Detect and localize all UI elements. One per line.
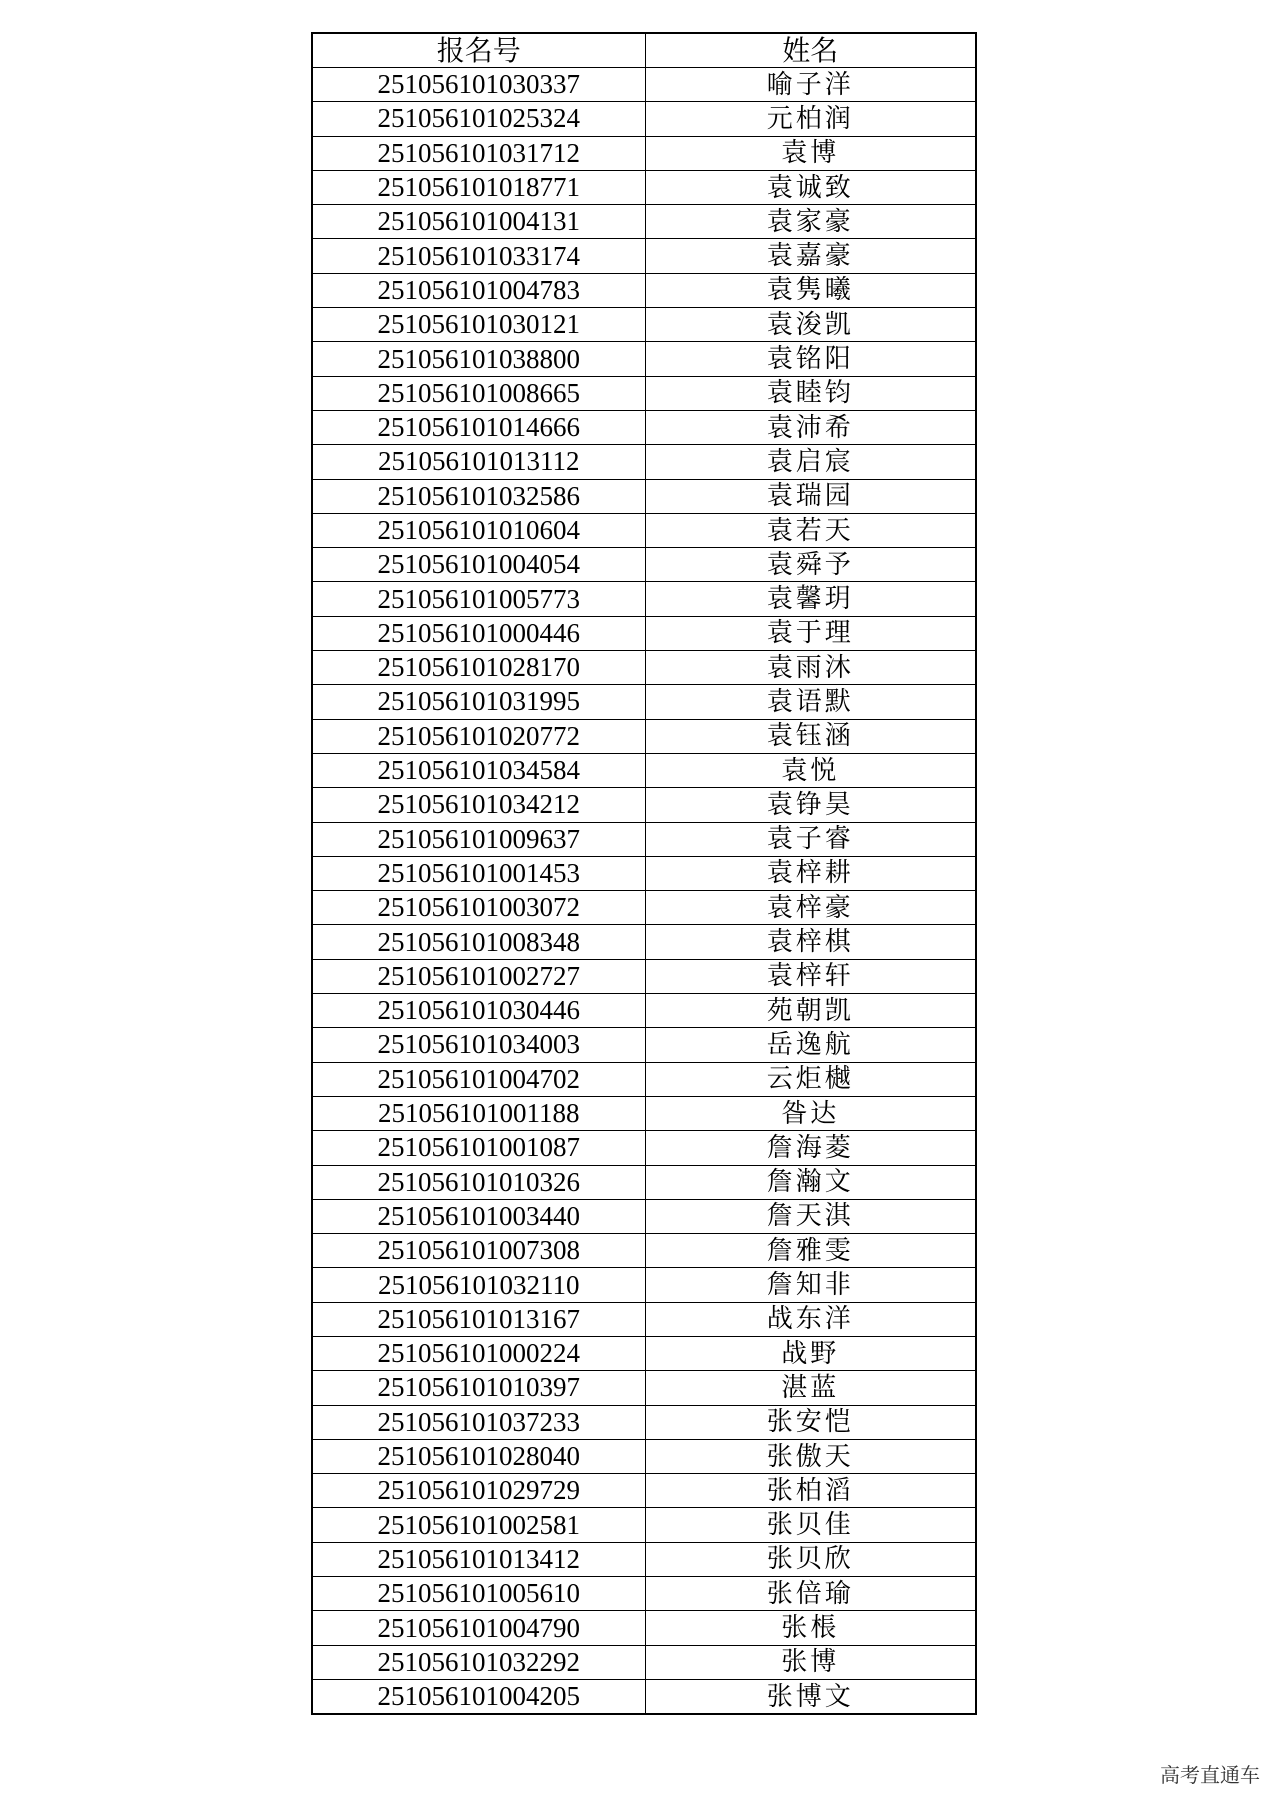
table-row bbox=[312, 856, 976, 890]
name-cell: 张傲天 bbox=[645, 1439, 976, 1473]
name-cell: 张贝佳 bbox=[645, 1508, 976, 1542]
table-row bbox=[312, 1611, 976, 1645]
table-row bbox=[312, 1062, 976, 1096]
registration-number-cell: 251056101004205 bbox=[312, 1679, 645, 1714]
registration-number-cell: 251056101034003 bbox=[312, 1028, 645, 1062]
name-cell: 袁诚致 bbox=[645, 170, 976, 204]
registration-number-cell: 251056101004702 bbox=[312, 1062, 645, 1096]
watermark-text: 高考直通车 bbox=[1160, 1763, 1260, 1787]
name-cell: 喻子洋 bbox=[645, 68, 976, 102]
name-cell: 张柏滔 bbox=[645, 1474, 976, 1508]
registration-number-cell: 251056101005773 bbox=[312, 582, 645, 616]
name-cell: 张博 bbox=[645, 1645, 976, 1679]
registration-number-cell: 251056101010326 bbox=[312, 1165, 645, 1199]
table-row bbox=[312, 891, 976, 925]
name-cell: 张贝欣 bbox=[645, 1542, 976, 1576]
table-row bbox=[312, 548, 976, 582]
table-body bbox=[312, 68, 976, 1715]
registration-number-cell: 251056101034212 bbox=[312, 788, 645, 822]
table-row bbox=[312, 788, 976, 822]
name-cell: 张倍瑜 bbox=[645, 1577, 976, 1611]
name-cell: 詹天淇 bbox=[645, 1199, 976, 1233]
name-cell: 袁铮昊 bbox=[645, 788, 976, 822]
registration-table bbox=[311, 32, 977, 1715]
table-row bbox=[312, 1165, 976, 1199]
registration-number-cell: 251056101030337 bbox=[312, 68, 645, 102]
table-row bbox=[312, 582, 976, 616]
registration-number-cell: 251056101020772 bbox=[312, 719, 645, 753]
name-cell: 战野 bbox=[645, 1336, 976, 1370]
registration-number-cell: 251056101010397 bbox=[312, 1371, 645, 1405]
name-cell: 元柏润 bbox=[645, 102, 976, 136]
header-name: 姓名 bbox=[645, 33, 976, 68]
registration-number-cell: 251056101033174 bbox=[312, 239, 645, 273]
table-row bbox=[312, 273, 976, 307]
table-row bbox=[312, 1679, 976, 1714]
name-cell: 袁雨沐 bbox=[645, 651, 976, 685]
table-row bbox=[312, 1542, 976, 1576]
table-row bbox=[312, 1234, 976, 1268]
name-cell: 詹瀚文 bbox=[645, 1165, 976, 1199]
header-registration-number: 报名号 bbox=[312, 33, 645, 68]
registration-number-cell: 251056101010604 bbox=[312, 513, 645, 547]
table-row bbox=[312, 1474, 976, 1508]
registration-number-cell: 251056101030446 bbox=[312, 994, 645, 1028]
registration-number-cell: 251056101032586 bbox=[312, 479, 645, 513]
table-row bbox=[312, 102, 976, 136]
table-row bbox=[312, 376, 976, 410]
registration-number-cell: 251056101008665 bbox=[312, 376, 645, 410]
registration-number-cell: 251056101004783 bbox=[312, 273, 645, 307]
registration-number-cell: 251056101001087 bbox=[312, 1131, 645, 1165]
registration-number-cell: 251056101030121 bbox=[312, 308, 645, 342]
name-cell: 袁语默 bbox=[645, 685, 976, 719]
table-row bbox=[312, 205, 976, 239]
registration-number-cell: 251056101025324 bbox=[312, 102, 645, 136]
name-cell: 詹雅雯 bbox=[645, 1234, 976, 1268]
name-cell: 袁家豪 bbox=[645, 205, 976, 239]
table-row bbox=[312, 170, 976, 204]
table-row bbox=[312, 1268, 976, 1302]
registration-number-cell: 251056101032292 bbox=[312, 1645, 645, 1679]
name-cell: 袁瑞园 bbox=[645, 479, 976, 513]
table-row bbox=[312, 753, 976, 787]
name-cell: 袁钰涵 bbox=[645, 719, 976, 753]
name-cell: 张博文 bbox=[645, 1679, 976, 1714]
table-row bbox=[312, 1199, 976, 1233]
registration-number-cell: 251056101003072 bbox=[312, 891, 645, 925]
registration-number-cell: 251056101018771 bbox=[312, 170, 645, 204]
registration-number-cell: 251056101008348 bbox=[312, 925, 645, 959]
name-cell: 袁梓耕 bbox=[645, 856, 976, 890]
name-cell: 苑朝凯 bbox=[645, 994, 976, 1028]
table-row bbox=[312, 1096, 976, 1130]
table-row bbox=[312, 136, 976, 170]
name-cell: 岳逸航 bbox=[645, 1028, 976, 1062]
name-cell: 昝达 bbox=[645, 1096, 976, 1130]
registration-number-cell: 251056101005610 bbox=[312, 1577, 645, 1611]
table-row bbox=[312, 994, 976, 1028]
name-cell: 袁浚凯 bbox=[645, 308, 976, 342]
table-row bbox=[312, 1028, 976, 1062]
registration-number-cell: 251056101013167 bbox=[312, 1302, 645, 1336]
name-cell: 张棖 bbox=[645, 1611, 976, 1645]
registration-number-cell: 251056101031712 bbox=[312, 136, 645, 170]
table-row bbox=[312, 1577, 976, 1611]
registration-number-cell: 251056101038800 bbox=[312, 342, 645, 376]
table-row bbox=[312, 1439, 976, 1473]
name-cell: 袁博 bbox=[645, 136, 976, 170]
registration-number-cell: 251056101034584 bbox=[312, 753, 645, 787]
table-row bbox=[312, 513, 976, 547]
table-row bbox=[312, 925, 976, 959]
table-row bbox=[312, 342, 976, 376]
registration-number-cell: 251056101029729 bbox=[312, 1474, 645, 1508]
table-header-row bbox=[312, 33, 976, 68]
table-row bbox=[312, 68, 976, 102]
name-cell: 詹海菱 bbox=[645, 1131, 976, 1165]
name-cell: 袁梓轩 bbox=[645, 959, 976, 993]
name-cell: 袁舜予 bbox=[645, 548, 976, 582]
name-cell: 袁悦 bbox=[645, 753, 976, 787]
table-row bbox=[312, 959, 976, 993]
name-cell: 袁馨玥 bbox=[645, 582, 976, 616]
table-row bbox=[312, 239, 976, 273]
table-row bbox=[312, 651, 976, 685]
table-row bbox=[312, 719, 976, 753]
registration-number-cell: 251056101009637 bbox=[312, 822, 645, 856]
name-cell: 张安恺 bbox=[645, 1405, 976, 1439]
registration-number-cell: 251056101031995 bbox=[312, 685, 645, 719]
registration-number-cell: 251056101003440 bbox=[312, 1199, 645, 1233]
registration-number-cell: 251056101014666 bbox=[312, 410, 645, 444]
name-cell: 云炬樾 bbox=[645, 1062, 976, 1096]
registration-number-cell: 251056101007308 bbox=[312, 1234, 645, 1268]
table-row bbox=[312, 1645, 976, 1679]
table-row bbox=[312, 685, 976, 719]
name-cell: 袁睦钧 bbox=[645, 376, 976, 410]
name-cell: 袁沛希 bbox=[645, 410, 976, 444]
name-cell: 湛蓝 bbox=[645, 1371, 976, 1405]
name-cell: 战东洋 bbox=[645, 1302, 976, 1336]
name-cell: 袁子睿 bbox=[645, 822, 976, 856]
name-cell: 袁嘉豪 bbox=[645, 239, 976, 273]
table-row bbox=[312, 308, 976, 342]
table-row bbox=[312, 445, 976, 479]
name-cell: 袁梓棋 bbox=[645, 925, 976, 959]
registration-number-cell: 251056101004790 bbox=[312, 1611, 645, 1645]
registration-number-cell: 251056101013112 bbox=[312, 445, 645, 479]
name-cell: 袁启宸 bbox=[645, 445, 976, 479]
registration-number-cell: 251056101028040 bbox=[312, 1439, 645, 1473]
name-cell: 袁于理 bbox=[645, 616, 976, 650]
registration-number-cell: 251056101037233 bbox=[312, 1405, 645, 1439]
registration-number-cell: 251056101001188 bbox=[312, 1096, 645, 1130]
registration-number-cell: 251056101000446 bbox=[312, 616, 645, 650]
registration-number-cell: 251056101001453 bbox=[312, 856, 645, 890]
registration-number-cell: 251056101013412 bbox=[312, 1542, 645, 1576]
registration-number-cell: 251056101002727 bbox=[312, 959, 645, 993]
name-cell: 袁隽曦 bbox=[645, 273, 976, 307]
registration-number-cell: 251056101032110 bbox=[312, 1268, 645, 1302]
table-row bbox=[312, 1508, 976, 1542]
registration-number-cell: 251056101004131 bbox=[312, 205, 645, 239]
table-row bbox=[312, 1302, 976, 1336]
registration-number-cell: 251056101004054 bbox=[312, 548, 645, 582]
table-row bbox=[312, 616, 976, 650]
table-row bbox=[312, 1371, 976, 1405]
name-cell: 袁若天 bbox=[645, 513, 976, 547]
table-row bbox=[312, 1405, 976, 1439]
table-row bbox=[312, 822, 976, 856]
name-cell: 袁铭阳 bbox=[645, 342, 976, 376]
registration-number-cell: 251056101002581 bbox=[312, 1508, 645, 1542]
registration-number-cell: 251056101000224 bbox=[312, 1336, 645, 1370]
name-cell: 詹知非 bbox=[645, 1268, 976, 1302]
registration-number-cell: 251056101028170 bbox=[312, 651, 645, 685]
table-row bbox=[312, 410, 976, 444]
name-cell: 袁梓豪 bbox=[645, 891, 976, 925]
table-row bbox=[312, 1131, 976, 1165]
table-row bbox=[312, 479, 976, 513]
table-row bbox=[312, 1336, 976, 1370]
